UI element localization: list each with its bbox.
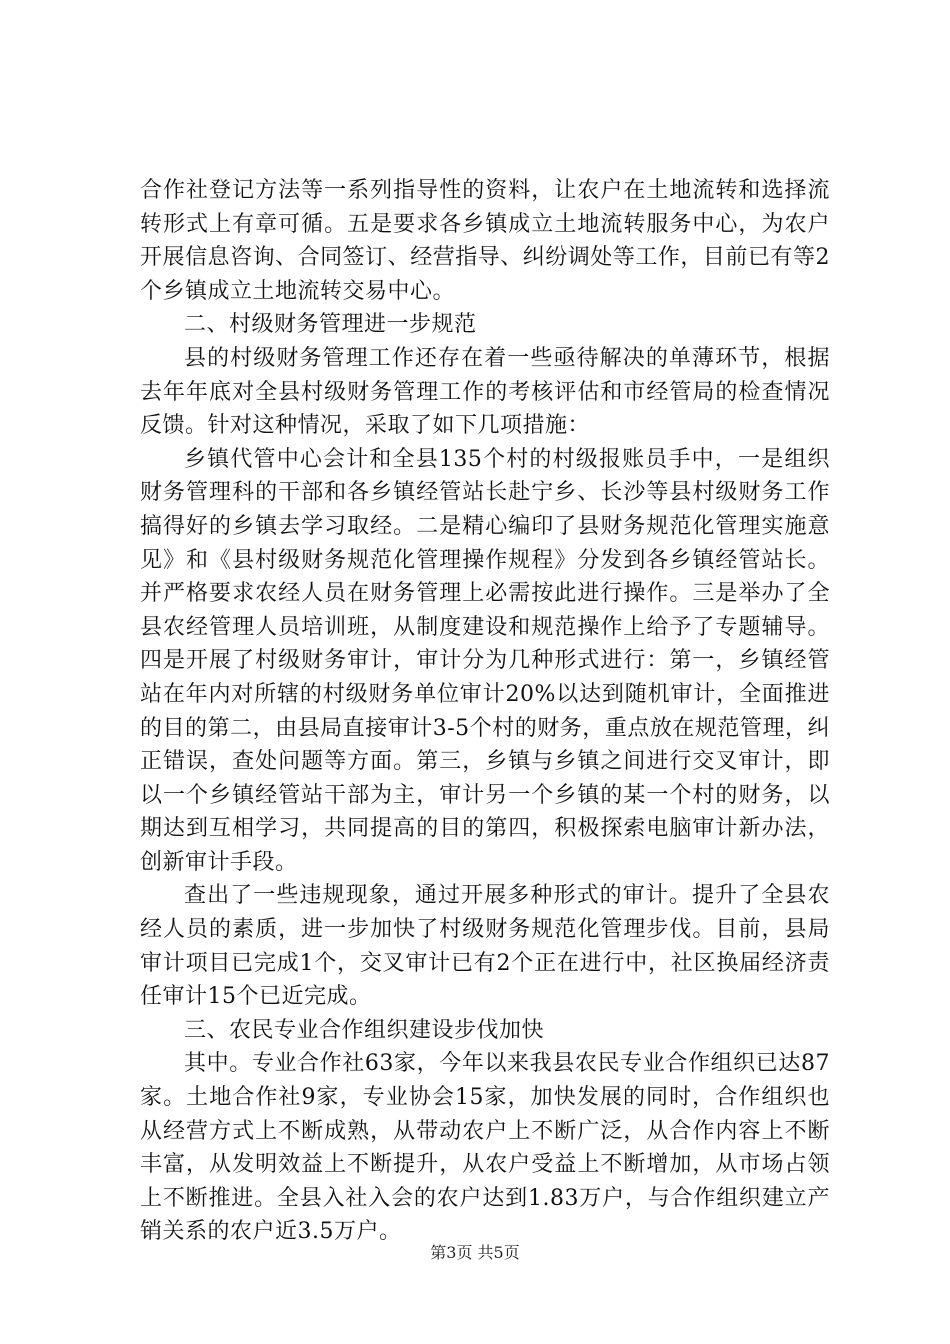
paragraph-continued: 合作社登记方法等一系列指导性的资料，让农户在土地流转和选择流转形式上有章可循。五是要求各乡镇成立土地流转服务中心，为农户开展信息咨询、合同签订、经营指导、纠纷调处等工作，目前已有等2个乡镇成立土地流转交易中心。	[140, 178, 830, 304]
section-heading-village-finance: 二、村级财务管理进一步规范	[184, 312, 477, 338]
page-footer	[0, 1242, 950, 1264]
section-heading-cooperatives: 三、农民专业合作组织建设步伐加快	[184, 1017, 545, 1043]
document-body	[140, 174, 830, 1249]
paragraph: 乡镇代管中心会计和全县135个村的村级报账员手中，一是组织财务管理科的干部和各乡镇经管站长赴宁乡、长沙等县村级财务工作搞得好的乡镇去学习取经。二是精心编印了县财务规范化管理实施意见》和《县村级财务规范化管理操作规程》分发到各乡镇经管站长。并严格要求农经人员在财务管理上必需按此进行操作。三是举办了全县农经管理人员培训班，从制度建设和规范操作上给予了专题辅导。四是开展了村级财务审计，审计分为几种形式进行：第一，乡镇经管站在年内对所辖的村级财务单位审计20%以达到随机审计，全面推进的目的第二，由县局直接审计3-5个村的财务，重点放在规范管理，纠正错误，查处问题等方面。第三，乡镇与乡镇之间进行交叉审计，即以一个乡镇经管站干部为主，审计另一个乡镇的某一个村的财务，以期达到互相学习，共同提高的目的第四，积极探索电脑审计新办法，创新审计手段。	[140, 446, 830, 875]
paragraph: 其中。专业合作社63家，今年以来我县农民专业合作组织已达87家。土地合作社9家，专业协会15家，加快发展的同时，合作组织也从经营方式上不断成熟，从带动农户上不断广泛，从合作内容上不断丰富，从发明效益上不断提升，从农户受益上不断增加，从市场占领上不断推进。全县入社入会的农户达到1.83万户，与合作组织建立产销关系的农户近3.5万户。	[140, 1051, 830, 1245]
page-number: 第3页 共5页	[430, 1243, 520, 1262]
paragraph: 查出了一些违规现象，通过开展多种形式的审计。提升了全县农经人员的素质，进一步加快了村级财务规范化管理步伐。目前，县局审计项目已完成1个，交叉审计已有2个正在进行中，社区换届经济责任审计15个已近完成。	[140, 883, 830, 1010]
paragraph: 县的村级财务管理工作还存在着一些亟待解决的单薄环节，根据去年年底对全县村级财务管理工作的考核评估和市经管局的检查情况反馈。针对这种情况，采取了如下几项措施：	[140, 345, 830, 439]
